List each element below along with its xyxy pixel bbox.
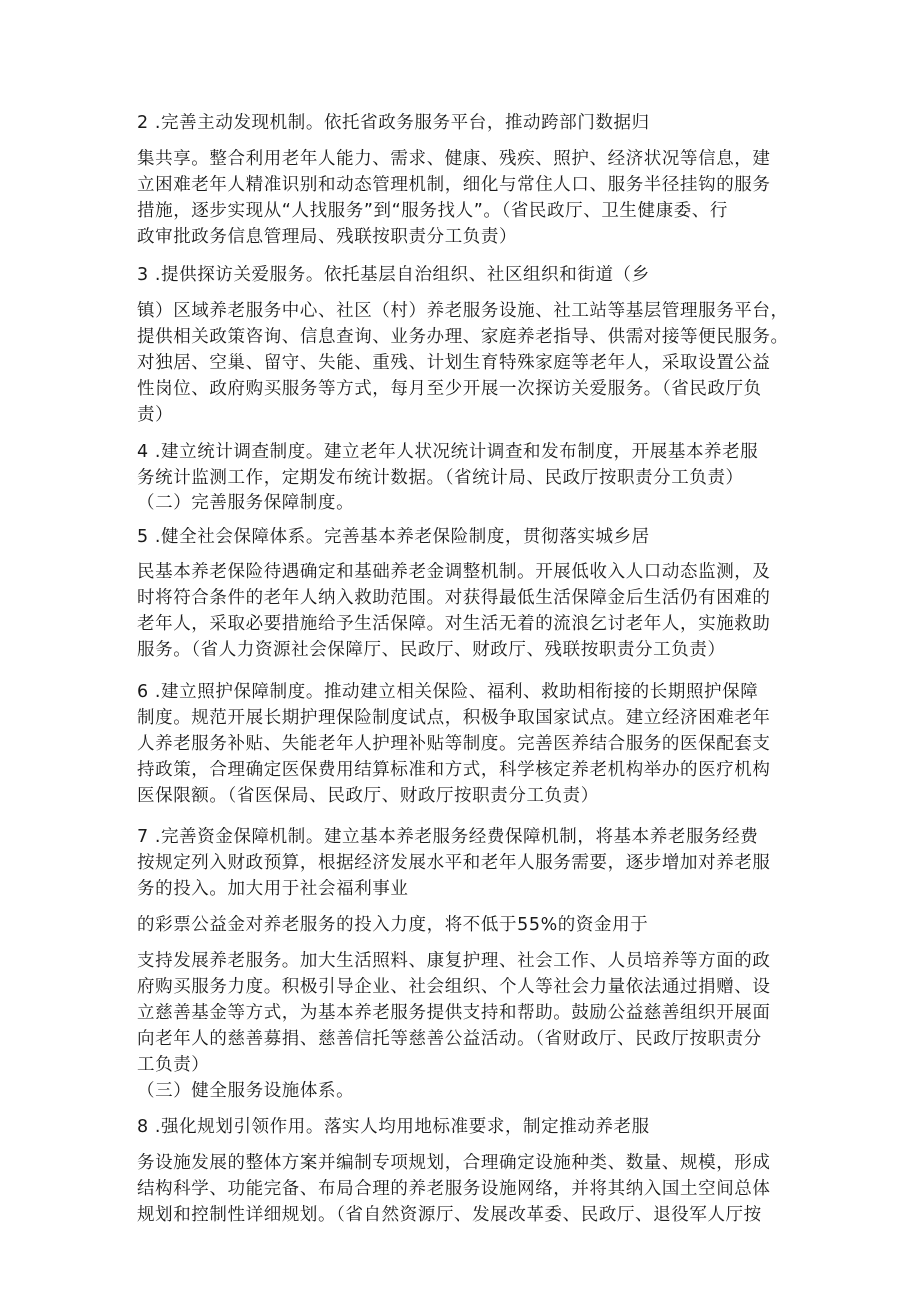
text-line: 8 .强化规划引领作用。落实人均用地标准要求，制定推动养老服 — [137, 1117, 650, 1137]
text-line: 政审批政务信息管理局、残联按职责分工负责） — [137, 227, 518, 247]
text-line: 的彩票公益金对养老服务的投入力度，将不低于55%的资金用于 — [137, 915, 649, 935]
text-line: 2 .完善主动发现机制。依托省政务服务平台，推动跨部门数据归 — [137, 113, 650, 133]
text-line: 府购买服务力度。积极引导企业、社会组织、个人等社会力量依法通过捐赠、设 — [137, 977, 771, 997]
text-line: 支持发展养老服务。加大生活照料、康复护理、社会工作、人员培养等方面的政 — [137, 951, 771, 971]
text-line: 务的投入。加大用于社会福利事业 — [137, 879, 409, 899]
text-line: 服务。（省人力资源社会保障厅、民政厅、财政厅、残联按职责分工负责） — [137, 640, 726, 660]
text-line: 对独居、空巢、留守、失能、重残、计划生育特殊家庭等老年人，采取设置公益 — [137, 353, 771, 373]
text-line: 集共享。整合利用老年人能力、需求、健康、残疾、照护、经济状况等信息，建 — [137, 149, 771, 169]
text-line: 性岗位、政府购买服务等方式，每月至少开展一次探访关爱服务。（省民政厅负 — [137, 379, 762, 399]
text-line: 老年人，采取必要措施给予生活保障。对生活无着的流浪乞讨老年人，实施救助 — [137, 614, 771, 634]
text-line: 规划和控制性详细规划。（省自然资源厅、发展改革委、民政厅、退役军人厅按 — [137, 1205, 762, 1225]
section-heading: （二）完善服务保障制度。 — [137, 493, 355, 513]
text-line: 5 .健全社会保障体系。完善基本养老保险制度，贯彻落实城乡居 — [137, 527, 650, 547]
text-line: 人养老服务补贴、失能老年人护理补贴等制度。完善医养结合服务的医保配套支 — [137, 734, 771, 754]
text-line: 按规定列入财政预算，根据经济发展水平和老年人服务需要，逐步增加对养老服 — [137, 853, 771, 873]
text-line: 立困难老年人精准识别和动态管理机制，细化与常住人口、服务半径挂钩的服务 — [137, 175, 771, 195]
section-heading: （三）健全服务设施体系。 — [137, 1081, 355, 1101]
text-line: 提供相关政策咨询、信息查询、业务办理、家庭养老指导、供需对接等便民服务。 — [137, 327, 789, 347]
text-line: 6 .建立照护保障制度。推动建立相关保险、福利、救助相衔接的长期照护保障 — [137, 682, 759, 702]
text-line: 时将符合条件的老年人纳入救助范围。对获得最低生活保障金后生活仍有困难的 — [137, 588, 771, 608]
text-line: 持政策，合理确定医保费用结算标准和方式，科学核定养老机构举办的医疗机构 — [137, 760, 771, 780]
text-line: 制度。规范开展长期护理保险制度试点，积极争取国家试点。建立经济困难老年 — [137, 708, 771, 728]
text-line: 务设施发展的整体方案并编制专项规划，合理确定设施种类、数量、规模，形成 — [137, 1153, 771, 1173]
text-line: 工负责） — [137, 1055, 210, 1075]
text-line: 立慈善基金等方式，为基本养老服务提供支持和帮助。鼓励公益慈善组织开展面 — [137, 1003, 771, 1023]
text-line: 4 .建立统计调查制度。建立老年人状况统计调查和发布制度，开展基本养老服 — [137, 442, 759, 462]
text-line: 医保限额。（省医保局、民政厅、财政厅按职责分工负责） — [137, 786, 599, 806]
text-line: 结构科学、功能完备、布局合理的养老服务设施网络，并将其纳入国土空间总体 — [137, 1179, 771, 1199]
text-line: 务统计监测工作，定期发布统计数据。（省统计局、民政厅按职责分工负责） — [137, 468, 744, 488]
text-line: 3 .提供探访关爱服务。依托基层自治组织、社区组织和街道（乡 — [137, 265, 650, 285]
text-line: 7 .完善资金保障机制。建立基本养老服务经费保障机制，将基本养老服务经费 — [137, 827, 759, 847]
text-line: 民基本养老保险待遇确定和基础养老金调整机制。开展低收入人口动态监测，及 — [137, 562, 771, 582]
text-line: 镇）区域养老服务中心、社区（村）养老服务设施、社工站等基层管理服务平台， — [137, 301, 789, 321]
text-line: 责） — [137, 405, 174, 425]
text-line: 向老年人的慈善募捐、慈善信托等慈善公益活动。（省财政厅、民政厅按职责分 — [137, 1029, 762, 1049]
text-line: 措施，逐步实现从“人找服务”到“服务找人”。（省民政厅、卫生健康委、行 — [137, 201, 729, 221]
